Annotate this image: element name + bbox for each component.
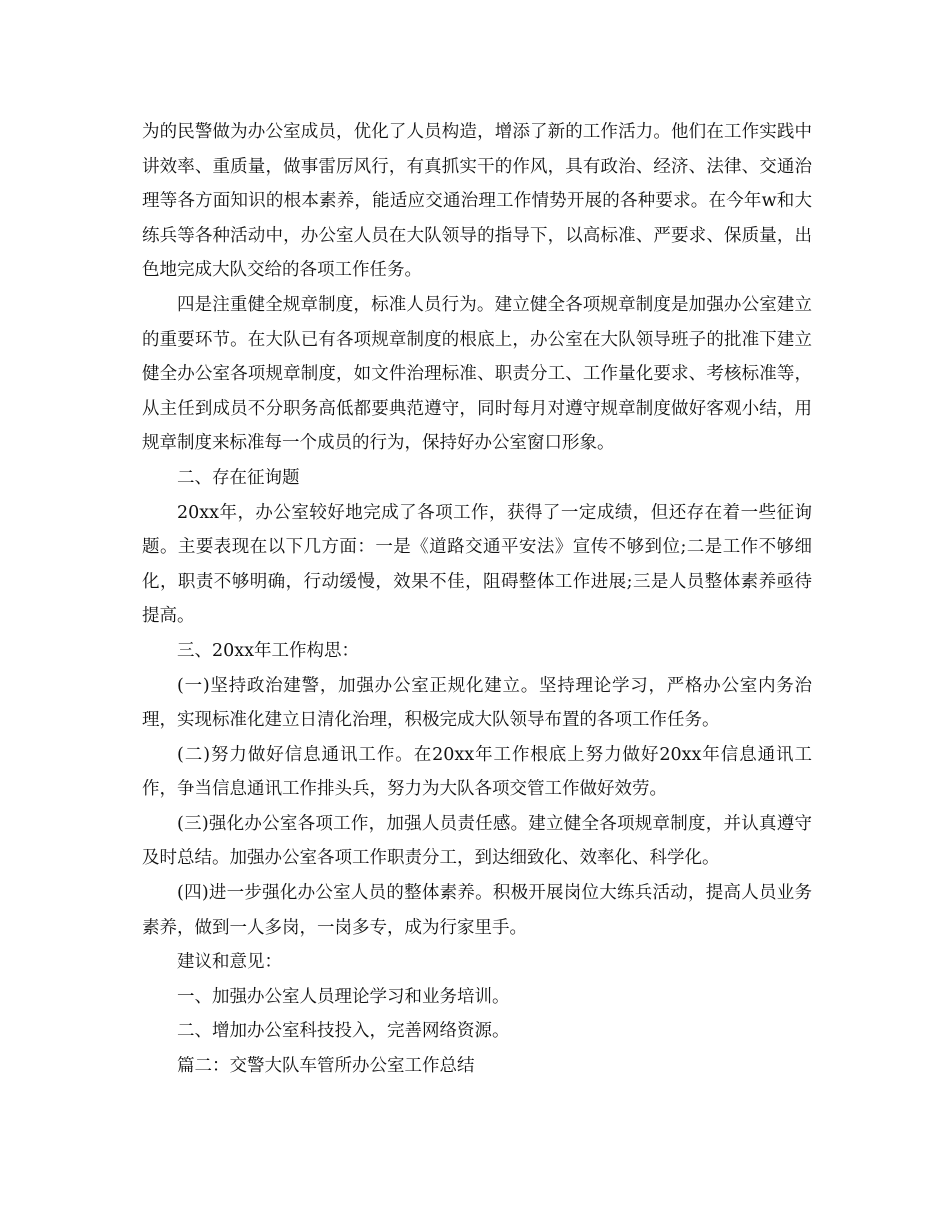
paragraph-plan-item-1: (一)坚持政治建警，加强办公室正规化建立。坚持理论学习，严格办公室内务治理，实现标准化建立日清化治理，积极完成大队领导布置的各项工作任务。: [142, 675, 812, 731]
paragraph-rules-system: 四是注重健全规章制度，标准人员行为。建立健全各项规章制度是加强办公室建立的重要环节。在大队已有各项规章制度的根底上，办公室在大队领导班子的批准下建立健全办公室各项规章制度，如文件治理标准、职责分工、工作量化要求、考核标准等，从主任到成员不分职务高低都要典范遵守，同时每月对遵守规章制度做好客观小结，用规章制度来标准每一个成员的行为，保持好办公室窗口形象。: [142, 294, 812, 454]
paragraph-plan-item-3: (三)强化办公室各项工作，加强人员责任感。建立健全各项规章制度，并认真遵守及时总结。加强办公室各项工作职责分工，到达细致化、效率化、科学化。: [142, 813, 812, 869]
section-heading-problems: 二、存在征询题: [177, 467, 300, 488]
suggestion-item-2: 二、增加办公室科技投入，完善网络资源。: [177, 1021, 510, 1042]
section-heading-suggestions: 建议和意见：: [177, 952, 282, 973]
paragraph-staff-members: 为的民警做为办公室成员，优化了人员构造，增添了新的工作活力。他们在工作实践中讲效率、重质量，做事雷厉风行，有真抓实干的作风，具有政治、经济、法律、交通治理等各方面知识的根本素养，能适应交通治理工作情势开展的各种要求。在今年w和大练兵等各种活动中，办公室人员在大队领导的指导下，以高标准、严要求、保质量，出色地完成大队交给的各项工作任务。: [142, 122, 812, 281]
document-body: [142, 115, 812, 1084]
paragraph-plan-item-2: (二)努力做好信息通讯工作。在20xx年工作根底上努力做好20xx年信息通讯工作，争当信息通讯工作排头兵，努力为大队各项交管工作做好效劳。: [142, 744, 812, 800]
next-article-title: 篇二：交警大队车管所办公室工作总结: [177, 1056, 475, 1077]
section-heading-work-plan: 三、20xx年工作构思：: [177, 640, 360, 661]
suggestion-item-1: 一、加强办公室人员理论学习和业务培训。: [177, 986, 510, 1007]
paragraph-plan-item-4: (四)进一步强化办公室人员的整体素养。积极开展岗位大练兵活动，提高人员业务素养，做到一人多岗，一岗多专，成为行家里手。: [142, 883, 812, 938]
paragraph-problems: 20xx年，办公室较好地完成了各项工作，获得了一定成绩，但还存在着一些征询题。主要表现在以下几方面：一是《道路交通平安法》宣传不够到位;二是工作不够细化，职责不够明确，行动缓慢，效果不佳，阻碍整体工作进展;三是人员整体素养亟待提高。: [142, 502, 812, 627]
